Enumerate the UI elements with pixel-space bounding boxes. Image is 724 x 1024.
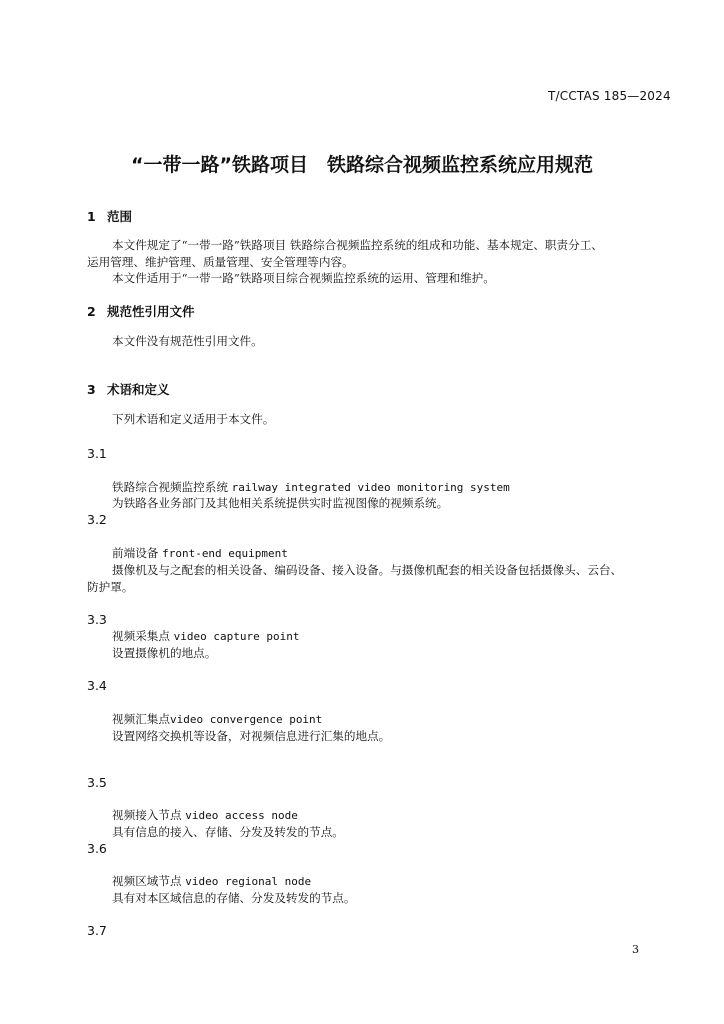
scope-applicability-paragraph: 本文件适用于“一带一路”铁路项目综合视频监控系统的运用、管理和维护。	[112, 271, 495, 285]
term-definition: 具有信息的接入、存储、分发及转发的节点。	[112, 825, 344, 839]
section-heading-terms	[87, 380, 170, 398]
term-number: 3.1	[87, 446, 107, 461]
term-zh: 铁路综合视频监控系统	[112, 480, 228, 494]
term-definition: 为铁路各业务部门及其他相关系统提供实时监视图像的视频系统。	[112, 496, 449, 510]
terms-intro-paragraph: 下列术语和定义适用于本文件。	[112, 412, 275, 426]
term-zh: 视频汇集点	[112, 712, 170, 726]
term-zh: 前端设备	[112, 546, 159, 560]
section-heading-scope	[87, 207, 132, 225]
scope-paragraph-line-1: 本文件规定了“一带一路”铁路项目 铁路综合视频监控系统的组成和功能、基本规定、职责分工、	[112, 238, 603, 252]
term-number: 3.6	[87, 841, 107, 856]
section-title: 范围	[107, 209, 133, 224]
scope-paragraph-line-2: 运用管理、维护管理、质量管理、安全管理等内容。	[87, 255, 354, 269]
term-entry	[112, 711, 322, 727]
term-zh: 视频区域节点	[112, 874, 182, 888]
term-number: 3.7	[87, 923, 107, 938]
term-zh: 视频采集点	[112, 629, 170, 643]
document-title: “一带一路”铁路项目 铁路综合视频监控系统应用规范	[131, 154, 593, 176]
section-title: 规范性引用文件	[107, 304, 195, 319]
term-en: front-end equipment	[162, 547, 288, 560]
term-en: video capture point	[173, 630, 300, 643]
term-definition: 具有对本区域信息的存储、分发及转发的节点。	[112, 891, 356, 905]
term-definition: 设置网络交换机等设备，对视频信息进行汇集的地点。	[112, 729, 391, 743]
term-entry	[112, 479, 510, 495]
term-entry	[112, 807, 298, 823]
section-title: 术语和定义	[107, 382, 170, 397]
term-definition-continued: 防护罩。	[87, 580, 134, 594]
term-en: video regional node	[185, 875, 312, 888]
section-number: 2	[87, 304, 96, 319]
section-number: 3	[87, 382, 96, 397]
term-number: 3.2	[87, 512, 107, 527]
normative-references-paragraph: 本文件没有规范性引用文件。	[112, 334, 263, 348]
term-definition: 设置摄像机的地点。	[112, 646, 217, 660]
term-en: video convergence point	[169, 713, 323, 726]
term-definition: 摄像机及与之配套的相关设备、编码设备、接入设备。与摄像机配套的相关设备包括摄像头、云台、	[112, 563, 623, 577]
term-entry	[112, 545, 288, 561]
standard-number: T/CCTAS 185—2024	[548, 89, 671, 103]
term-en: railway integrated video monitoring system	[231, 481, 510, 494]
term-number: 3.3	[87, 612, 107, 627]
term-number: 3.5	[87, 775, 107, 790]
term-entry	[112, 873, 311, 889]
section-number: 1	[87, 209, 96, 224]
term-zh: 视频接入节点	[112, 808, 182, 822]
page-number: 3	[632, 943, 639, 956]
term-number: 3.4	[87, 678, 107, 693]
term-entry	[112, 628, 300, 644]
section-heading-normative-references	[87, 302, 195, 320]
term-en: video access node	[185, 809, 298, 822]
